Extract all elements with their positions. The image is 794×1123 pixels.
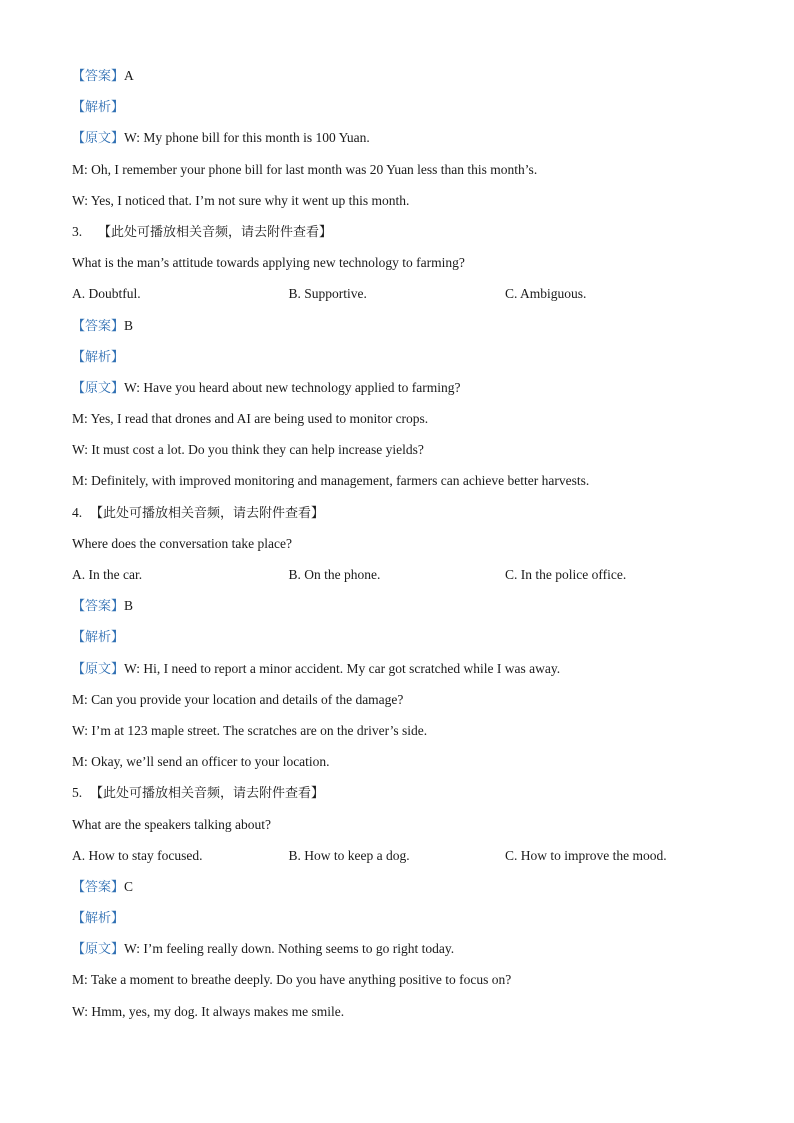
option-b-q3[interactable]: B. Supportive. [288, 286, 367, 302]
question-header-q5 [72, 780, 732, 811]
question-number-q4: 4. [72, 504, 83, 520]
answer-value-q5: C [124, 878, 134, 894]
question-text-q5: What are the speakers talking about? [72, 816, 272, 832]
options-q5 [72, 843, 732, 874]
transcript-line-q5-2: M: Take a moment to breathe deeply. Do you have anything positive to focus on? [72, 972, 512, 988]
answer-line-q3 [72, 313, 732, 344]
transcript-line-q5-3: W: Hmm, yes, my dog. It always makes me smile. [72, 1003, 345, 1019]
option-a-q4[interactable]: A. In the car. [72, 567, 143, 582]
question-number-q5: 5. [72, 785, 83, 801]
answer-line-q2 [72, 63, 732, 94]
question-text-q4: Where does the conversation take place? [72, 535, 293, 551]
original-tag: 【原文】 [72, 380, 125, 396]
analysis-line-q5 [72, 905, 732, 936]
answer-value-q2: A [124, 68, 134, 83]
answer-tag: 【答案】 [72, 599, 125, 615]
question-header-q3 [72, 219, 732, 250]
transcript-line-q3-3: W: It must cost a lot. Do you think they can help increase yields? [72, 442, 424, 458]
option-c-q4[interactable]: C. In the police office. [505, 567, 627, 582]
document-page [72, 63, 732, 1030]
transcript-line-q4-3: W: I’m at 123 maple street. The scratches are on the driver’s side. [72, 722, 428, 738]
transcript-line-q5-1: 【原文】W: I’m feeling really down. Nothing seems to go right today. [72, 941, 455, 958]
answer-tag: 【答案】 [72, 879, 125, 895]
analysis-tag: 【解析】 [72, 100, 125, 116]
option-b-q5[interactable]: B. How to keep a dog. [288, 847, 410, 863]
audio-note-q3: 【此处可播放相关音频，请去附件查看】 [98, 224, 333, 240]
audio-note-q5: 【此处可播放相关音频，请去附件查看】 [90, 786, 325, 802]
analysis-line-q3 [72, 344, 732, 375]
option-b-q4[interactable]: B. On the phone. [288, 567, 381, 582]
transcript-line-q2-1: 【原文】W: My phone bill for this month is 100 Yuan. [72, 130, 370, 147]
analysis-line-q2 [72, 94, 732, 125]
transcript-line-q2-2: M: Oh, I remember your phone bill for last month was 20 Yuan less than this month’s. [72, 161, 538, 177]
analysis-tag: 【解析】 [72, 349, 125, 365]
transcript-line-q3-4: M: Definitely, with improved monitoring and management, farmers can achieve better harvests. [72, 473, 590, 489]
transcript-line-q4-4: M: Okay, we’ll send an officer to your location. [72, 754, 330, 770]
option-a-q3[interactable]: A. Doubtful. [72, 286, 141, 302]
original-tag: 【原文】 [72, 131, 125, 147]
option-a-q5[interactable]: A. How to stay focused. [72, 847, 203, 863]
answer-tag: 【答案】 [72, 69, 125, 84]
options-q4 [72, 562, 732, 593]
original-tag: 【原文】 [72, 661, 125, 677]
question-number-q3: 3. [72, 223, 83, 239]
transcript-line-q3-2: M: Yes, I read that drones and AI are being used to monitor crops. [72, 411, 429, 427]
transcript-line-q4-1: 【原文】W: Hi, I need to report a minor accident. My car got scratched while I was away. [72, 660, 561, 677]
option-c-q5[interactable]: C. How to improve the mood. [505, 847, 667, 863]
audio-note-q4: 【此处可播放相关音频，请去附件查看】 [90, 505, 325, 521]
transcript-line-q2-3: W: Yes, I noticed that. I’m not sure why it went up this month. [72, 192, 410, 208]
transcript-line-q4-2: M: Can you provide your location and details of the damage? [72, 691, 404, 707]
question-text-q3: What is the man’s attitude towards applying new technology to farming? [72, 255, 465, 271]
options-q3 [72, 281, 732, 312]
transcript-line-q3-1: 【原文】W: Have you heard about new technology applied to farming? [72, 379, 461, 396]
option-c-q3[interactable]: C. Ambiguous. [505, 286, 587, 302]
analysis-tag: 【解析】 [72, 630, 125, 646]
answer-tag: 【答案】 [72, 318, 125, 334]
analysis-tag: 【解析】 [72, 911, 125, 927]
question-header-q4 [72, 500, 732, 531]
original-tag: 【原文】 [72, 942, 125, 958]
analysis-line-q4 [72, 624, 732, 655]
answer-line-q4 [72, 593, 732, 624]
answer-line-q5 [72, 874, 732, 905]
answer-value-q4: B [124, 598, 134, 614]
answer-value-q3: B [124, 317, 134, 333]
